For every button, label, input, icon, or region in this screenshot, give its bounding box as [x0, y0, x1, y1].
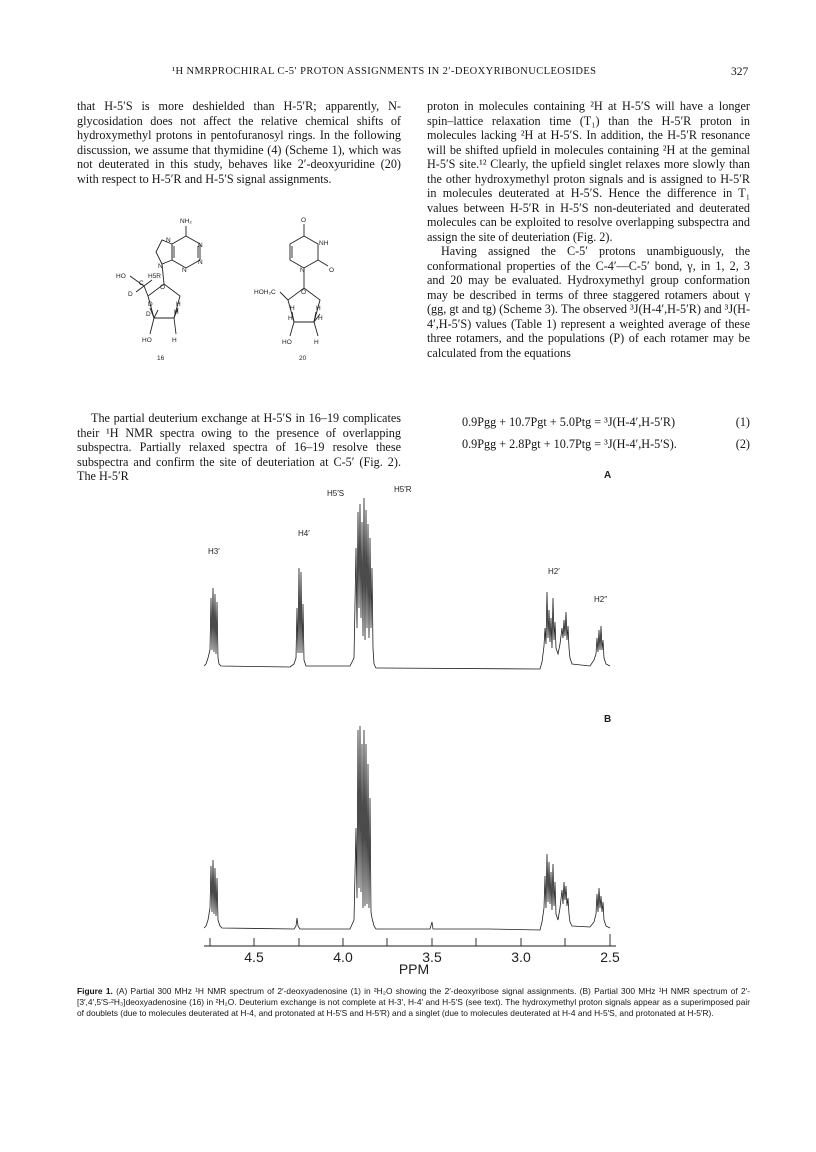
label-o: O — [160, 284, 166, 291]
label-n: N — [198, 242, 203, 249]
label-n: N — [182, 267, 187, 274]
peak-label-h4: H4′ — [298, 529, 310, 538]
running-head — [0, 66, 816, 84]
label-n: N — [166, 237, 171, 244]
peak-label-h2-double: H2″ — [594, 595, 608, 604]
spectrum-b — [204, 726, 610, 930]
label-h: H — [290, 305, 295, 312]
figure-caption — [77, 986, 750, 1020]
label-ho: HO — [142, 337, 152, 344]
label-h: H — [318, 315, 323, 322]
equation-text: 0.9Pgg + 10.7Pgt + 5.0Ptg = ³J(H-4′,H-5′R) — [462, 415, 676, 429]
label-h: H — [288, 315, 293, 322]
label-ho: HO — [116, 273, 126, 280]
label-h5r: H5R — [148, 273, 162, 280]
peak-label-h5r: H5′R — [394, 485, 412, 494]
label-ho: HO — [282, 339, 292, 346]
label-o: O — [301, 289, 307, 296]
equation-number: (2) — [735, 437, 750, 451]
caption-label: Figure 1. — [77, 986, 113, 996]
running-head-title: ¹H NMRPROCHIRAL C-5′ PROTON ASSIGNMENTS IN 2′-DEOXYRIBONUCLEOSIDES — [172, 66, 597, 77]
page-number: 327 — [731, 66, 749, 78]
paragraph: The partial deuterium exchange at H-5′S in 16–19 complicates their ¹H NMR spectra owing to the presence of overlapping subspectra. Partially relaxed spectra of 16–19 resolve these subspectra and confirm the site of deuteriation at C-5′ (Fig. 2). The H-5′R — [77, 411, 401, 483]
label-d: D — [148, 301, 153, 308]
label-c: C — [139, 280, 144, 287]
x-axis-label: PPM — [398, 961, 430, 976]
label-o: O — [301, 217, 307, 224]
label-n: N — [158, 263, 163, 270]
chemical-structures-scheme — [108, 214, 378, 372]
label-hoh2c: HOH₂C — [254, 289, 276, 296]
paragraph: Having assigned the C-5′ protons unambiguously, the conformational properties of the C-4′—C-5′ bond, γ, in 1, 2, 3 and 20 may be evaluated. Hydroxymethyl group conformation may be described in terms of three staggered rotamers about γ (gg, gt and tg) (Scheme 3). The observed ³J(H-4′,H-5′R) and ³J(H-4′,H-5′S) values (Table 1) represent a weighted average of these three rotamers, and the populations (P) of each rotamer may be calculated from the equations — [427, 244, 750, 360]
spectrum-b-trace — [204, 726, 610, 930]
nmr-spectra-svg — [190, 468, 630, 976]
equation-1 — [427, 415, 750, 437]
compound-number-20: 20 — [299, 355, 307, 362]
label-n: N — [198, 259, 203, 266]
x-tick-label: 2.5 — [600, 949, 620, 965]
compound-number-16: 16 — [157, 355, 165, 362]
peak-label-h5s: H5′S — [327, 489, 345, 498]
paragraph: proton in molecules containing ²H at H-5′S will have a longer spin–lattice relaxation time (T₁) than the H-5′R proton in molecules lacking ²H at H-5′S. In addition, the H-5′R resonance will be shifted upfield in molecules containing ²H at the geminal H-5′S site.¹² Clearly, the upfield singlet relaxes more slowly than the other hydroxymethyl proton signals and is assigned to H-5′R in molecules deuterated at H-5′S. Hence the difference in T₁ values between H-5′R in H-5′S non-deuteriated and deuterated molecules can be exploited to resolve overlapping subspectra and assign the site of deuteriation (Fig. 2). — [427, 99, 750, 244]
x-axis — [204, 934, 616, 946]
x-tick-label: 4.5 — [244, 949, 264, 965]
label-h: H — [174, 309, 179, 316]
x-tick-label: 3.5 — [422, 949, 442, 965]
equation-2 — [427, 437, 750, 459]
label-h: H — [176, 301, 181, 308]
structure-drawing — [108, 214, 378, 372]
spectrum-a-trace — [204, 498, 610, 669]
label-d: D — [146, 311, 151, 318]
label-nh: NH — [319, 240, 329, 247]
label-nh2: NH₂ — [180, 218, 192, 225]
label-h: H — [316, 305, 321, 312]
label-o: O — [329, 267, 335, 274]
peak-label-h2: H2′ — [548, 567, 560, 576]
label-h: H — [314, 339, 319, 346]
panel-label-b: B — [604, 714, 612, 725]
label-n: N — [300, 267, 305, 274]
nmr-spectra-figure — [190, 468, 630, 976]
peak-label-h3: H3′ — [208, 547, 220, 556]
panel-label-a: A — [604, 470, 612, 481]
x-tick-label: 3.0 — [511, 949, 531, 965]
x-tick-label: 4.0 — [333, 949, 353, 965]
spectrum-a — [204, 498, 610, 669]
equations — [427, 415, 750, 459]
equation-number: (1) — [735, 415, 750, 429]
right-column — [427, 99, 750, 360]
label-d: D — [128, 291, 133, 298]
equation-text: 0.9Pgg + 2.8Pgt + 10.7Ptg = ³J(H-4′,H-5′S). — [462, 437, 677, 451]
caption-text: (A) Partial 300 MHz ¹H NMR spectrum of 2′-deoxyadenosine (1) in ²H₂O showing the 2′-deoxyribose signal assignments. (B) Partial 300 MHz ¹H NMR spectrum of 2′-[3′,4′,5′S-²H₃]deoxyadenosine (16) in ²H₂O. Deuterium exchange is not complete at H-3′, H-4′ and H-5′S (see text). The hydroxymethyl proton signals appear as a superimposed pair of doublets (due to molecules deuterated at H-4, and protonated at H-5′S and H-5′R) and a singlet (due to molecules deuterated at H-4 and H-5′S, and protonated at H-5′R). — [77, 986, 751, 1019]
label-h: H — [172, 337, 177, 344]
paragraph: that H-5′S is more deshielded than H-5′R; apparently, N-glycosidation does not affect the relative chemical shifts of hydroxymethyl protons in pentofuranosyl rings. In the following discussion, we assume that thymidine (4) (Scheme 1), which was not deuterated in this study, behaves like 2′-deoxyuridine (20) with respect to H-5′R and H-5′S signal assignments. — [77, 99, 401, 186]
left-column-top-paragraph — [77, 99, 401, 186]
